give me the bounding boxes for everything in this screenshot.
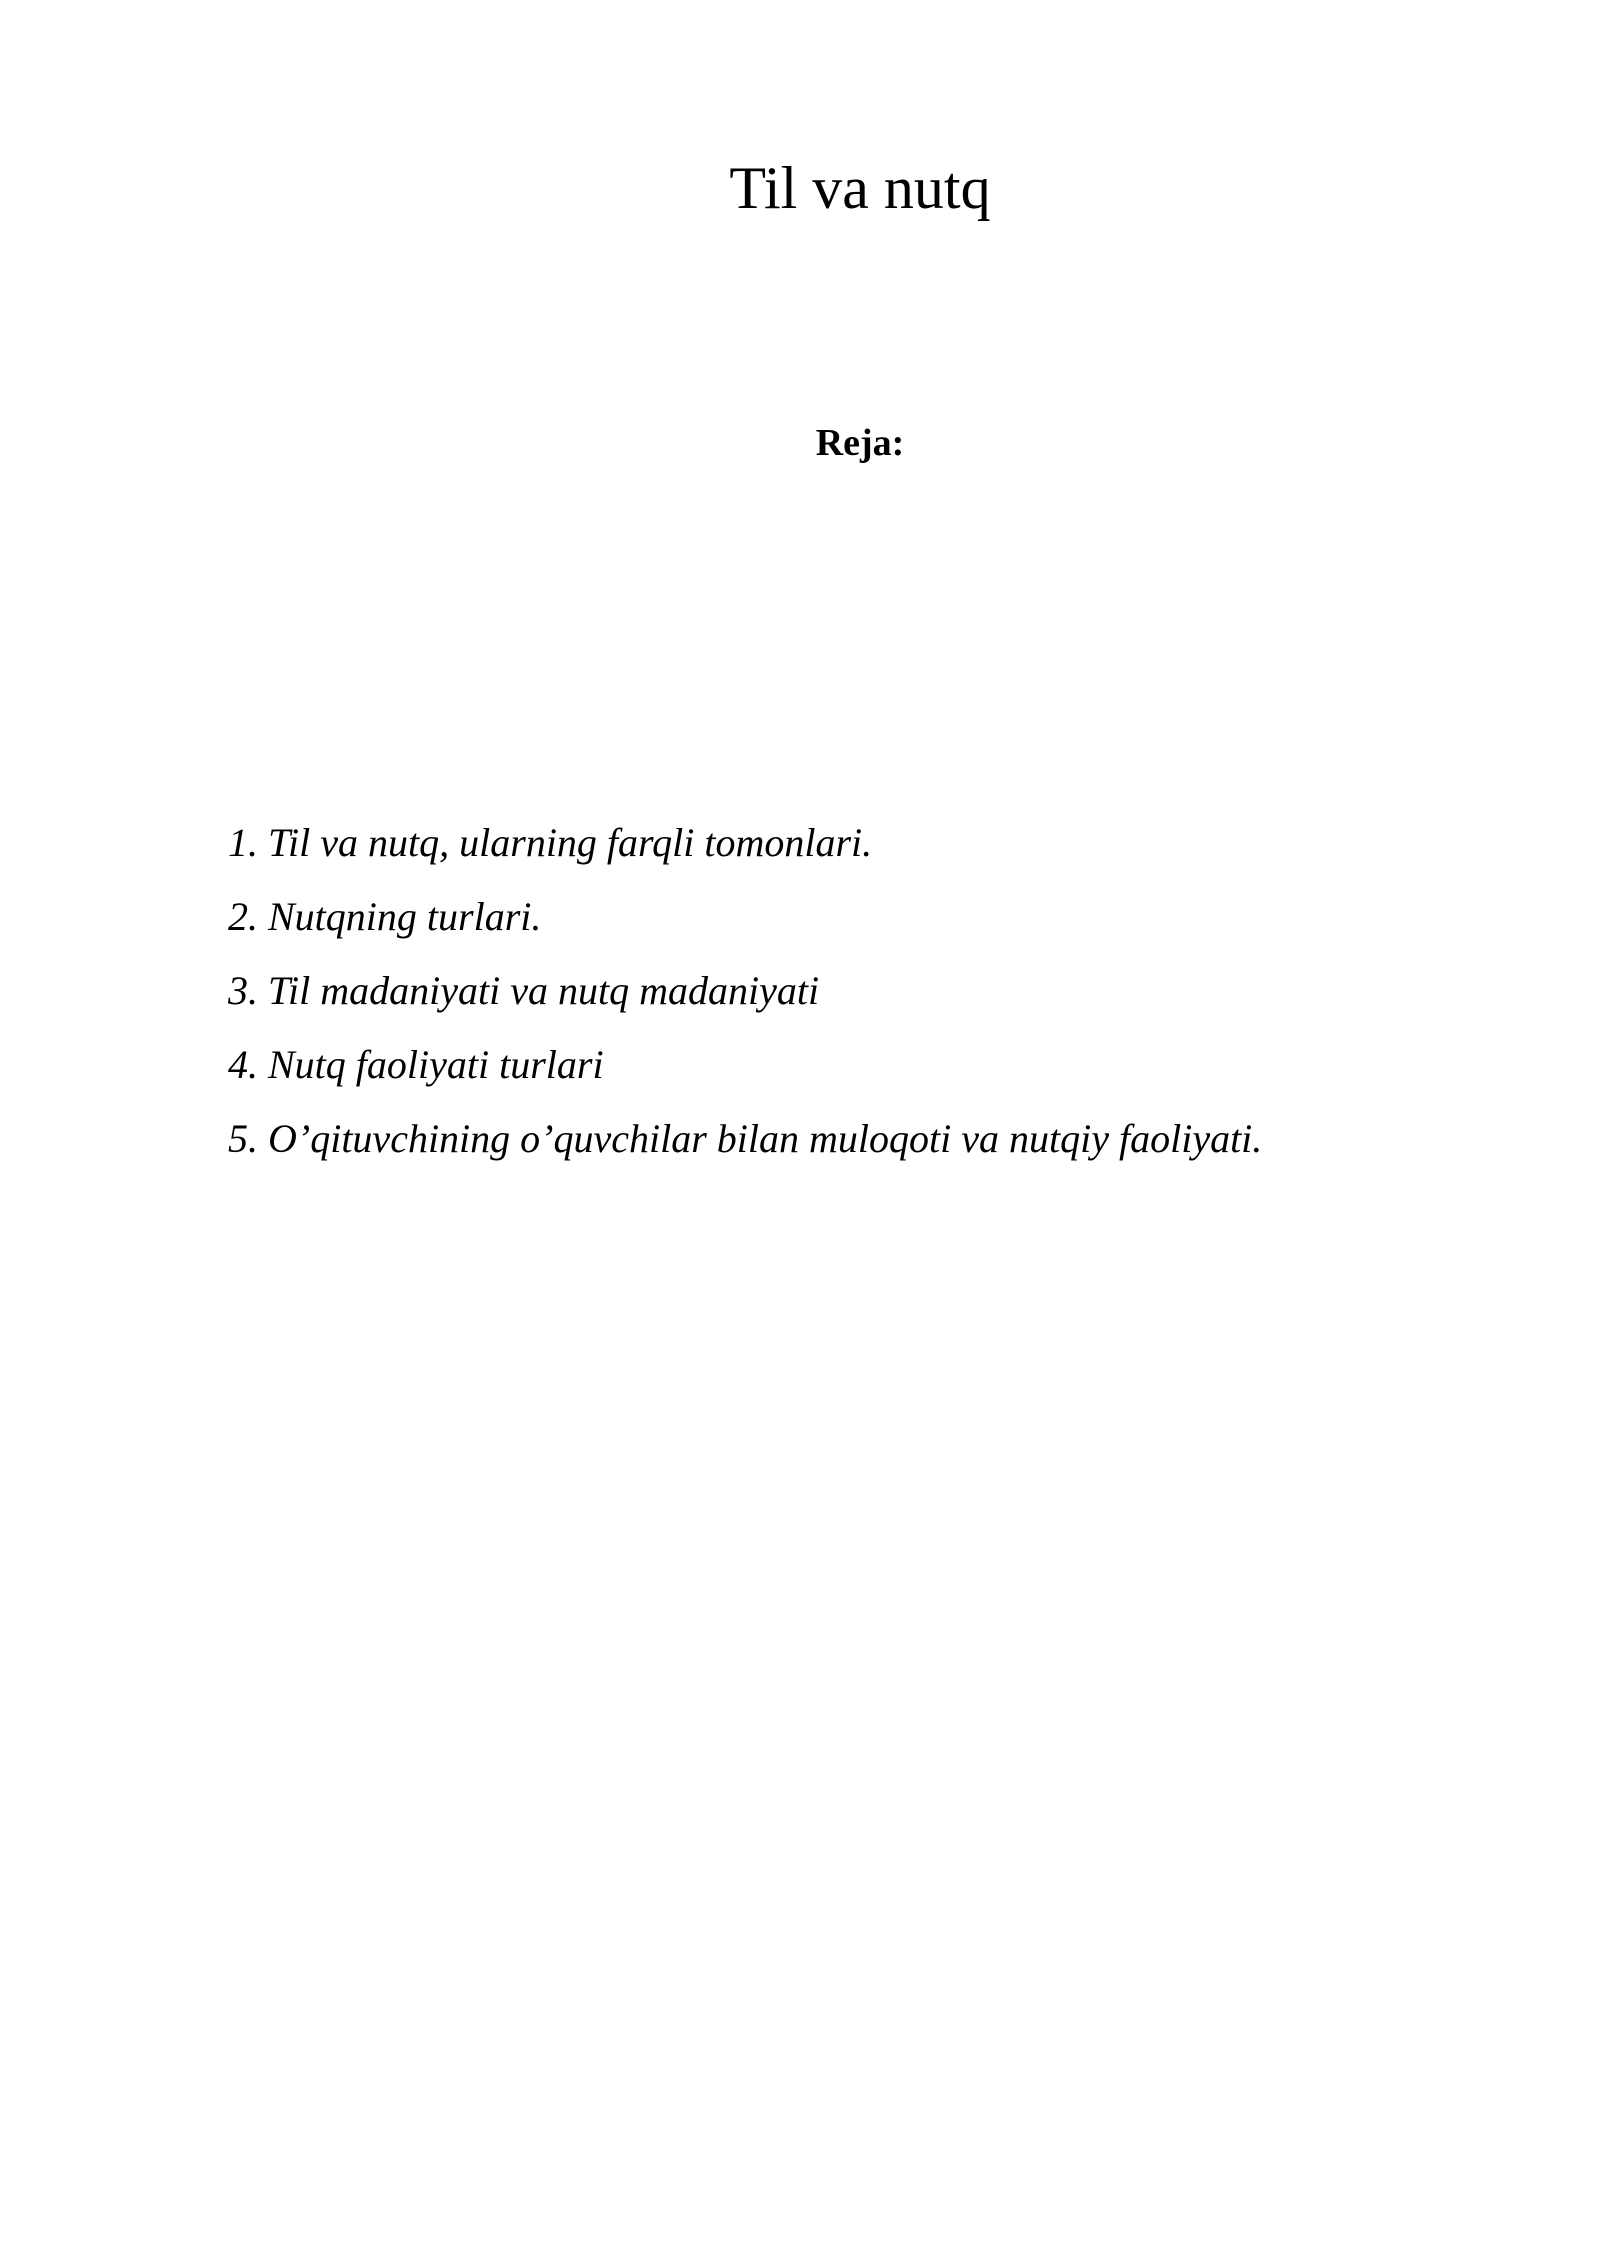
plan-item-number: 1. [228,820,258,865]
plan-item-number: 4. [228,1042,258,1087]
plan-item-text: Nutq faoliyati turlari [268,1042,604,1087]
plan-item [228,806,1262,880]
plan-item-number: 3. [228,968,258,1013]
document-title: Til va nutq [729,155,991,221]
plan-item [228,1028,1262,1102]
plan-item-text: Til va nutq, ularning farqli tomonlari. [268,820,873,865]
plan-item-text: Nutqning turlari. [268,894,542,939]
plan-item [228,1102,1262,1176]
plan-heading: Reja: [815,422,905,464]
plan-item-number: 5. [228,1116,258,1161]
plan-item-text: Til madaniyati va nutq madaniyati [268,968,820,1013]
plan-item [228,954,1262,1028]
plan-list [228,806,1262,1176]
plan-item [228,880,1262,954]
plan-item-text: O’qituvchining o’quvchilar bilan muloqoti va nutqiy faoliyati. [268,1116,1263,1161]
plan-item-number: 2. [228,894,258,939]
